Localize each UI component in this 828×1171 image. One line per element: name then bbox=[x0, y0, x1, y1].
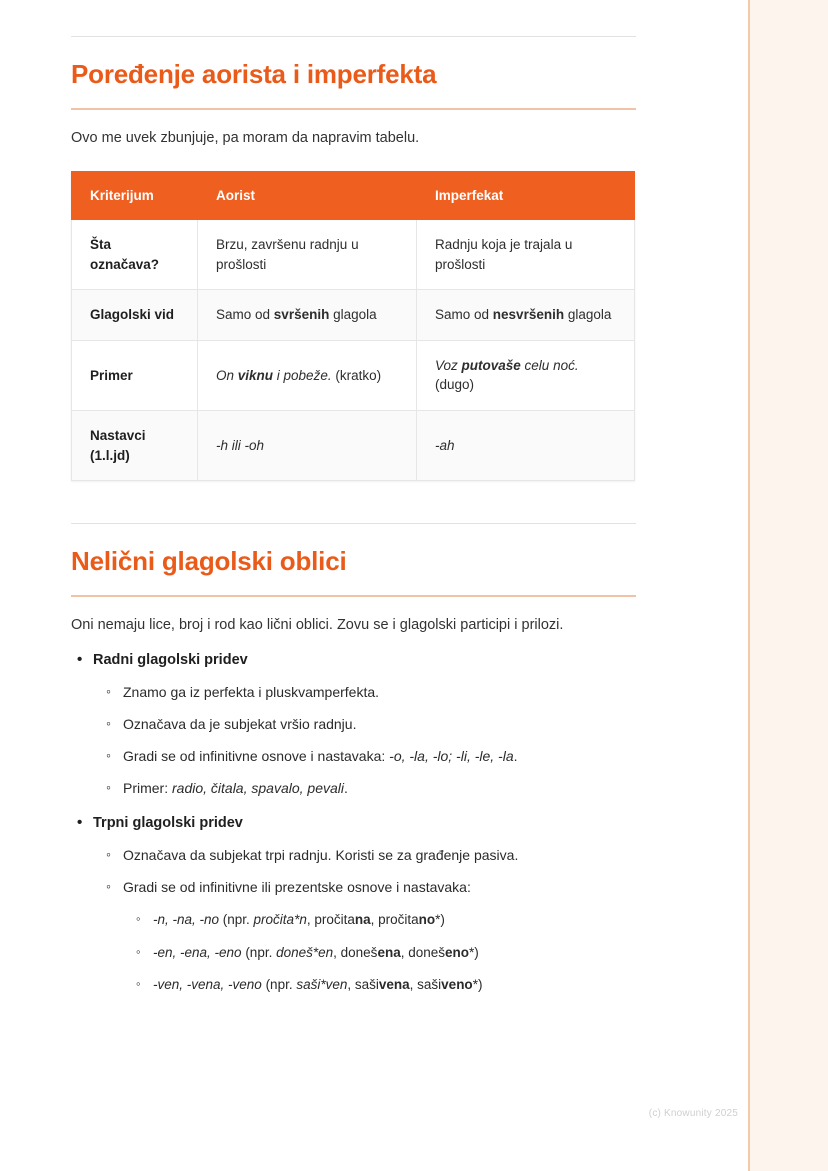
text-emphasis: pročita*n bbox=[253, 912, 307, 928]
list-item bbox=[153, 910, 651, 930]
sublist bbox=[93, 845, 651, 995]
table-row bbox=[72, 340, 635, 410]
row-label: Šta označava? bbox=[72, 220, 198, 290]
text-emphasis: -en, -ena, -eno bbox=[153, 944, 242, 960]
text-emphasis: doneš*en bbox=[276, 944, 334, 960]
list-item bbox=[153, 975, 651, 995]
text-emphasis: -ven, -vena, -veno bbox=[153, 976, 262, 992]
text-emphasis: putovaše bbox=[461, 357, 521, 373]
watermark: (c) Knowunity 2025 bbox=[648, 1108, 738, 1119]
nastavci-sublist bbox=[123, 910, 651, 995]
text-fragment: Gradi se od infinitivne ili prezentske osnove i nastavaka: bbox=[123, 879, 471, 896]
cell-aorist bbox=[198, 411, 417, 481]
text-fragment: -h ili -oh bbox=[216, 437, 265, 453]
list-item-label: Radni glagolski pridev bbox=[93, 652, 248, 669]
text-emphasis: veno bbox=[441, 976, 473, 992]
list-item bbox=[93, 813, 651, 995]
text-emphasis: vena bbox=[378, 976, 410, 992]
text-emphasis: radio, čitala, spavalo, pevali bbox=[172, 780, 344, 797]
list-item: ◦ Označava da je subjekat vršio radnju. bbox=[123, 714, 651, 735]
section2-title: Nelični glagolski oblici bbox=[71, 546, 347, 577]
text-fragment: Gradi se od infinitivne osnove i nastavaka: bbox=[123, 748, 390, 765]
table-row bbox=[72, 290, 635, 341]
page-title: Poređenje aorista i imperfekta bbox=[71, 59, 437, 89]
text-fragment: -ah bbox=[435, 437, 455, 453]
table-row bbox=[72, 411, 635, 481]
list-item bbox=[123, 778, 651, 799]
text-fragment: . bbox=[513, 748, 518, 765]
list-item: ◦ Označava da subjekat trpi radnju. Koristi se za građenje pasiva. bbox=[123, 845, 651, 866]
text-fragment: Samo od bbox=[216, 307, 274, 323]
section-divider bbox=[71, 523, 636, 524]
page-side-strip bbox=[748, 0, 828, 1171]
text-fragment: On bbox=[216, 367, 238, 383]
row-label: Nastavci (1.l.jd) bbox=[72, 411, 198, 481]
text-fragment: , saši bbox=[409, 976, 442, 992]
text-fragment: (npr. bbox=[241, 944, 277, 960]
text-fragment: (dugo) bbox=[435, 377, 475, 393]
text-fragment: (kratko) bbox=[331, 367, 382, 383]
text-fragment: *) bbox=[469, 944, 479, 960]
list-item: ◦ Znamo ga iz perfekta i pluskvamperfekta. bbox=[123, 682, 651, 703]
table-row bbox=[72, 220, 635, 290]
text-fragment: . bbox=[344, 780, 348, 797]
cell-aorist bbox=[198, 290, 417, 341]
text-fragment: celu noć. bbox=[520, 357, 579, 373]
document-content bbox=[71, 0, 651, 995]
text-fragment: , pročita bbox=[370, 912, 419, 928]
text-emphasis: -o, -la, -lo; -li, -le, -la bbox=[389, 748, 514, 765]
cell-imperfekat: Radnju koja je trajala u prošlosti bbox=[417, 220, 635, 290]
list-item bbox=[93, 650, 651, 799]
top-divider bbox=[71, 36, 636, 37]
text-emphasis: svršenih bbox=[273, 307, 330, 323]
cell-imperfekat bbox=[417, 340, 635, 410]
list-item bbox=[123, 746, 651, 767]
sublist bbox=[93, 682, 651, 799]
text-emphasis: no bbox=[418, 912, 436, 928]
cell-imperfekat bbox=[417, 411, 635, 481]
text-fragment: , saši bbox=[347, 976, 379, 992]
section2-intro: Oni nemaju lice, broj i rod kao lični oblici. Zovu se i glagolski participi i prilozi. bbox=[71, 617, 564, 634]
text-fragment: i pobeže. bbox=[273, 367, 332, 383]
text-fragment: Voz bbox=[435, 357, 462, 373]
row-label: Primer bbox=[72, 340, 198, 410]
column-header-imperfekat: Imperfekat bbox=[417, 172, 635, 220]
text-fragment: , pročita bbox=[306, 912, 355, 928]
column-header-criterion: Kriterijum bbox=[72, 172, 198, 220]
cell-imperfekat bbox=[417, 290, 635, 341]
text-fragment: (npr. bbox=[219, 912, 254, 928]
text-fragment: *) bbox=[435, 912, 445, 928]
text-emphasis: saši*ven bbox=[296, 976, 348, 992]
text-emphasis: viknu bbox=[237, 367, 274, 383]
comparison-table bbox=[71, 171, 635, 481]
text-fragment: Primer: bbox=[123, 780, 172, 797]
text-emphasis: na bbox=[354, 912, 371, 928]
text-emphasis: eno bbox=[445, 944, 470, 960]
text-fragment: glagola bbox=[564, 307, 612, 323]
title-underline bbox=[71, 108, 636, 110]
text-emphasis: -n, -na, -no bbox=[153, 912, 220, 928]
text-fragment: *) bbox=[472, 976, 483, 992]
list-item-label: Trpni glagolski pridev bbox=[93, 815, 243, 832]
cell-aorist bbox=[198, 340, 417, 410]
list-item bbox=[153, 943, 651, 963]
text-fragment: glagola bbox=[329, 307, 377, 323]
section1-intro: Ovo me uvek zbunjuje, pa moram da napravim tabelu. bbox=[71, 130, 420, 147]
column-header-aorist: Aorist bbox=[198, 172, 417, 220]
row-label: Glagolski vid bbox=[72, 290, 198, 341]
list-item bbox=[123, 877, 651, 995]
section2-underline bbox=[71, 595, 636, 597]
text-fragment: Samo od bbox=[435, 307, 493, 323]
nelicni-oblici-list bbox=[71, 650, 651, 995]
text-fragment: , doneš bbox=[333, 944, 378, 960]
text-emphasis: ena bbox=[377, 944, 401, 960]
table-header-row bbox=[72, 172, 635, 220]
text-fragment: (npr. bbox=[261, 976, 297, 992]
text-fragment: , doneš bbox=[400, 944, 445, 960]
cell-aorist: Brzu, završenu radnju u prošlosti bbox=[198, 220, 417, 290]
text-emphasis: nesvršenih bbox=[492, 307, 565, 323]
